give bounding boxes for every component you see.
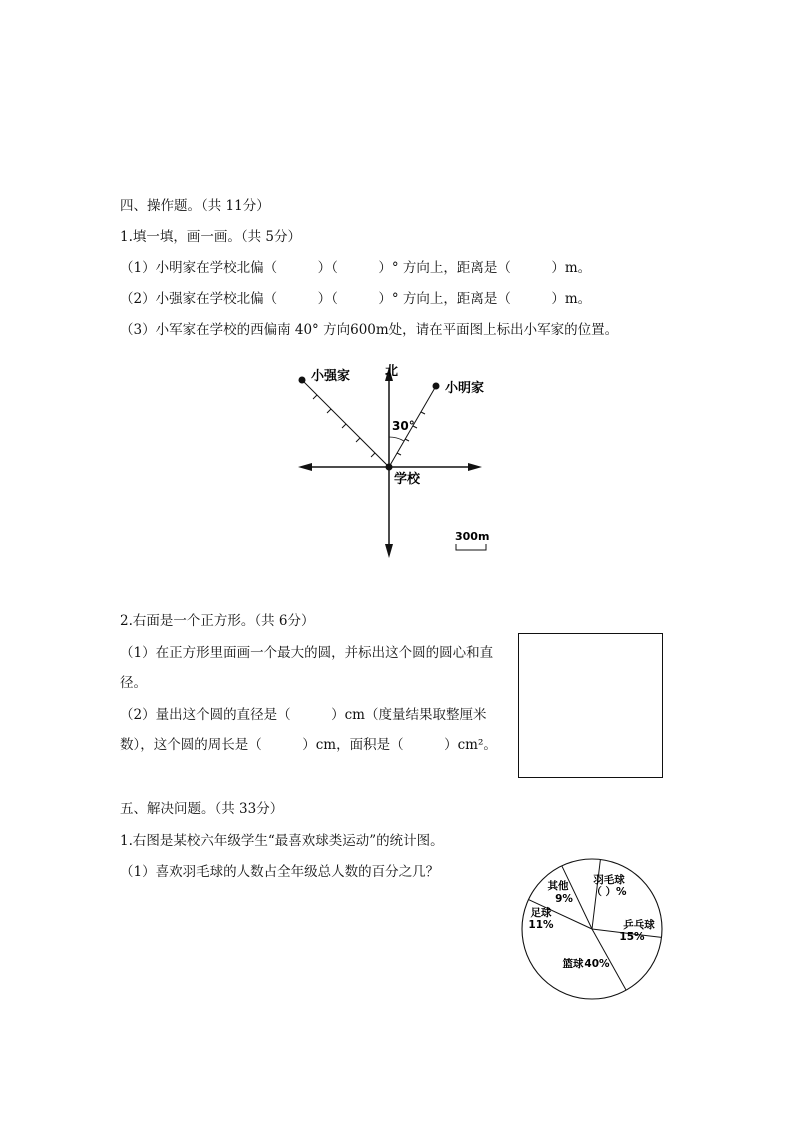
pie-chart (515, 852, 670, 1007)
south-arrow (385, 544, 393, 558)
q1-part1: （1）小明家在学校北偏（ ）（ ）° 方向上，距离是（ ）m。 (120, 260, 592, 276)
slice-label-basketball: 篮球 (562, 958, 584, 970)
east-arrow (468, 463, 482, 471)
direction-diagram (290, 355, 510, 570)
q1-part2: （2）小强家在学校北偏（ ）（ ）° 方向上，距离是（ ）m。 (120, 291, 592, 307)
q2-part2: （2）量出这个圆的直径是（ ）cm（度量结果取整厘米数），这个圆的周长是（ ）cm，面积是（ ）cm²。 (120, 707, 497, 753)
s5-q1-part1: （1）喜欢羽毛球的人数占全年级总人数的百分之几？ (120, 864, 440, 880)
section4-title: 四、操作题。（共 11分） (120, 198, 270, 214)
q1-title: 1.填一填，画一画。（共 5分） (120, 229, 302, 245)
scale-bar (456, 544, 486, 550)
school-point (386, 464, 393, 471)
xiaoqiang-ray (302, 380, 389, 467)
slice-value-football: 11% (528, 919, 554, 931)
angle-label: 30° (392, 419, 415, 433)
slice-label-other: 其他 (547, 880, 569, 892)
section5-title: 五、解决问题。（共 33分） (120, 801, 284, 817)
slice-value-badminton: （ ）% (591, 886, 627, 898)
xiaoqiang-point (299, 377, 306, 384)
slice-label-badminton: 羽毛球 (593, 874, 625, 886)
xiaoming-point (433, 383, 440, 390)
north-label: 北 (385, 364, 399, 379)
slice-value-other: 9% (555, 893, 573, 905)
q2-title: 2.右面是一个正方形。（共 6分） (120, 613, 315, 629)
school-label: 学校 (394, 472, 421, 487)
q1-part3: （3）小军家在学校的西偏南 40° 方向600m处，请在平面图上标出小军家的位置。 (120, 322, 619, 338)
slice-value-basketball: 40% (584, 958, 610, 970)
slice-label-pingpong: 乒乓球 (623, 919, 655, 931)
xiaoming-label: 小明家 (445, 381, 485, 396)
scale-label: 300m (455, 530, 490, 543)
xiaoqiang-ticks (313, 395, 375, 457)
west-arrow (298, 463, 312, 471)
slice-value-pingpong: 15% (619, 931, 645, 943)
square-figure (518, 633, 663, 778)
slice-label-football: 足球 (530, 907, 552, 919)
s5-q1-title: 1.右图是某校六年级学生“最喜欢球类运动”的统计图。 (120, 833, 444, 849)
xiaoqiang-label: 小强家 (311, 369, 351, 384)
angle-arc (389, 437, 404, 441)
q2-part1: （1）在正方形里面画一个最大的圆，并标出这个圆的圆心和直径。 (120, 645, 494, 691)
